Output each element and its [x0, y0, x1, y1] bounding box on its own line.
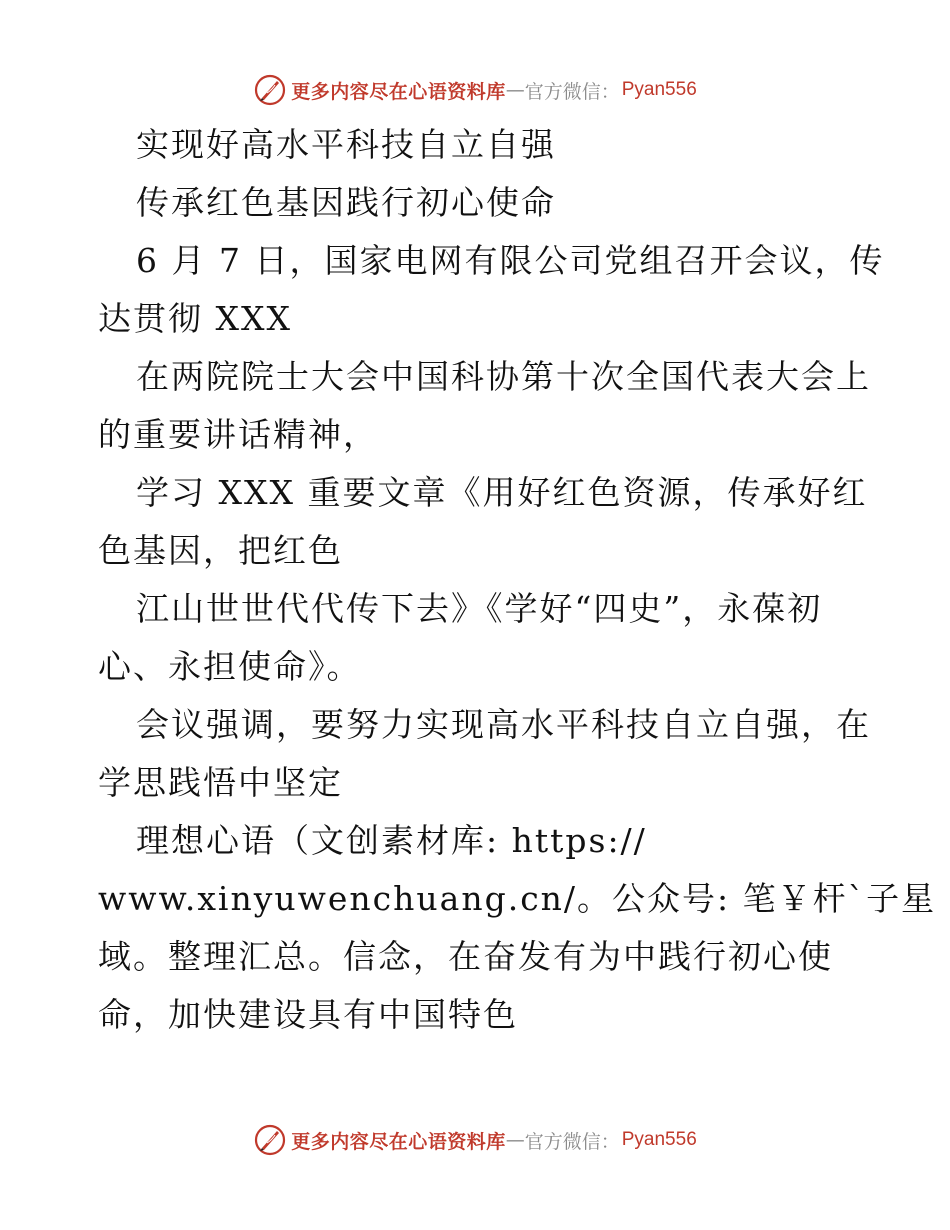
- banner-brand-text: 更多内容尽在心语资料库: [291, 80, 506, 103]
- text-line: 理想心语（文创素材库: https://: [136, 821, 647, 860]
- text-line: 在两院院士大会中国科协第十次全国代表大会上: [136, 357, 871, 396]
- text-line: 心、永担使命》。: [98, 647, 362, 686]
- body-text: [98, 116, 937, 1044]
- banner-brand-text: 更多内容尽在心语资料库: [291, 1130, 506, 1153]
- footer-banner: [0, 1120, 950, 1160]
- text-line: 命，加快建设具有中国特色: [98, 995, 518, 1034]
- text-line: 学思践悟中坚定: [98, 763, 343, 802]
- quill-logo-icon: [253, 1123, 287, 1157]
- text-line: 江山世世代代传下去》《学好“四史”，永葆初: [136, 589, 823, 628]
- text-line: 达贯彻 XXX: [98, 299, 292, 338]
- text-line: 实现好高水平科技自立自强: [136, 125, 556, 164]
- text-line: 的重要讲话精神，: [98, 415, 378, 454]
- text-line: 会议强调，要努力实现高水平科技自立自强，在: [136, 705, 871, 744]
- text-line: 色基因，把红色: [98, 531, 343, 570]
- banner-account: Pyan556: [621, 79, 697, 100]
- header-banner: [0, 70, 950, 110]
- text-line: 学习 XXX 重要文章《用好红色资源，传承好红: [136, 473, 868, 512]
- banner-separator: —: [505, 79, 525, 101]
- text-line: 域。整理汇总。信念，在奋发有为中践行初心使: [98, 937, 833, 976]
- banner-account: Pyan556: [621, 1129, 697, 1150]
- banner-separator: —: [505, 1129, 525, 1151]
- text-line: 6 月 7 日，国家电网有限公司党组召开会议，传: [136, 241, 885, 280]
- quill-logo-icon: [253, 73, 287, 107]
- text-line: 传承红色基因践行初心使命: [136, 183, 556, 222]
- banner-wechat-label: 官方微信：: [524, 1130, 620, 1153]
- text-line: www.xinyuwenchuang.cn/。公众号: 笔￥杆`子星: [98, 879, 937, 918]
- banner-wechat-label: 官方微信：: [524, 80, 620, 103]
